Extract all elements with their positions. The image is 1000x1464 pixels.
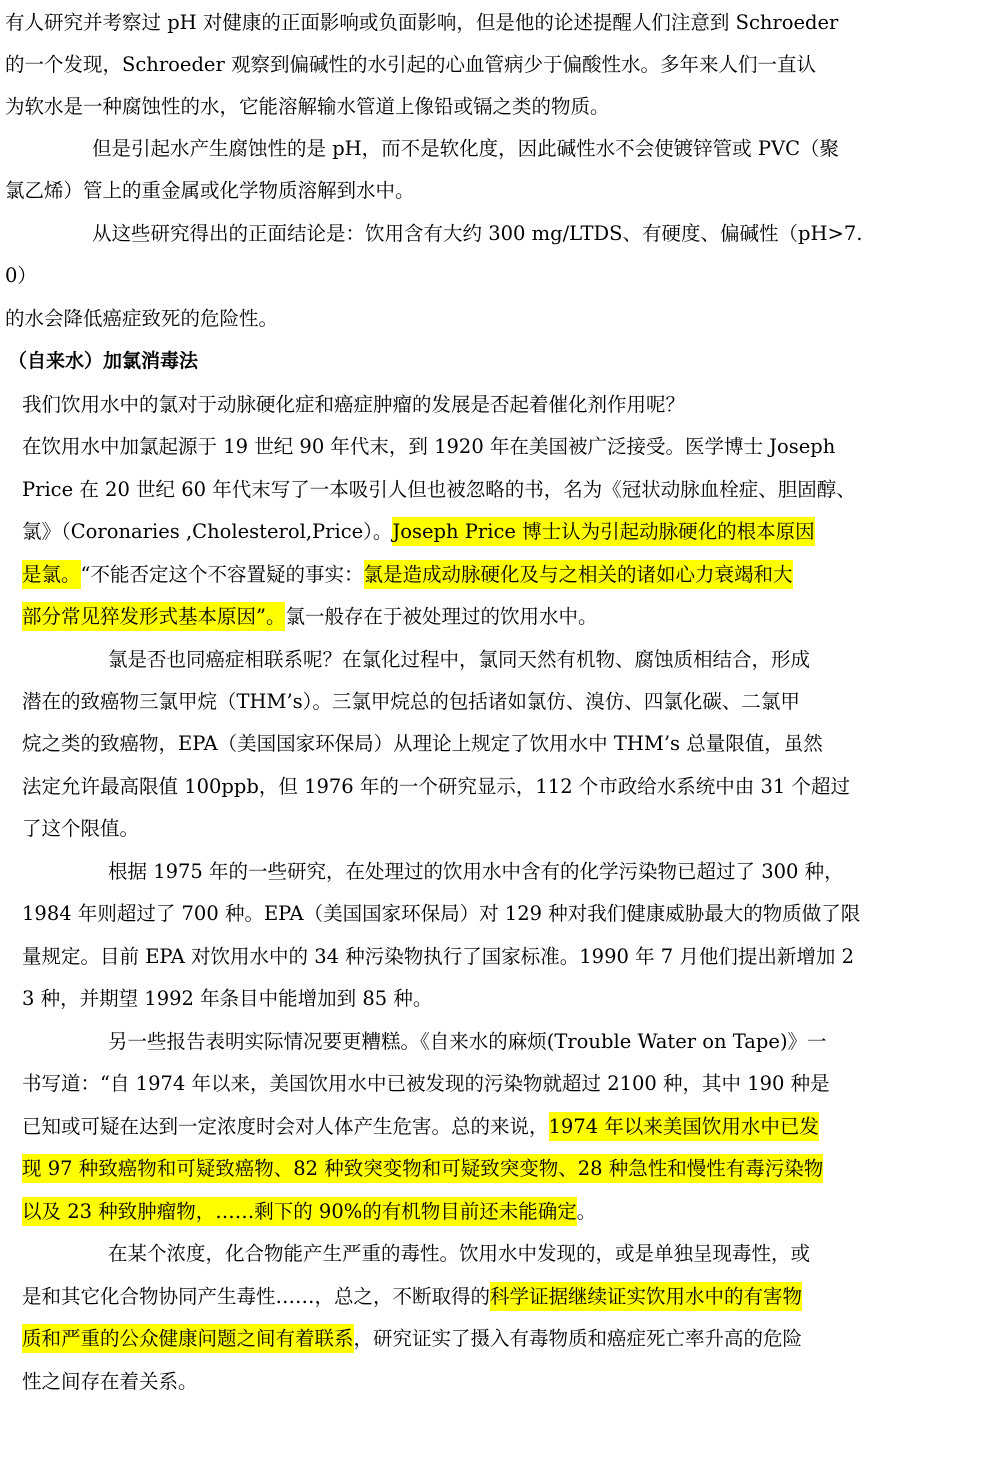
text-line	[22, 899, 860, 929]
text-line	[108, 645, 810, 675]
text-line	[22, 984, 432, 1014]
highlighted-text: 部分常见猝发形式基本原因”。	[22, 602, 285, 631]
text-line	[22, 1154, 823, 1184]
text-segment: 。	[576, 1200, 597, 1223]
highlighted-text: 是氯。	[22, 560, 81, 589]
text-segment: 在某个浓度，化合物能产生严重的毒性。饮用水中发现的，或是单独呈现毒性，或	[108, 1242, 811, 1265]
text-segment: 氯乙烯）管上的重金属或化学物质溶解到水中。	[5, 179, 415, 202]
text-segment: Price 在 20 世纪 60 年代末写了一本吸引人但也被忽略的书，名为《冠状动脉血栓症、胆固醇、	[22, 478, 856, 501]
highlighted-text: 科学证据继续证实饮用水中的有害物	[490, 1282, 802, 1311]
text-line	[5, 50, 816, 80]
highlighted-text: 氯是造成动脉硬化及与之相关的诸如心力衰竭和大	[364, 560, 793, 589]
text-segment: 为软水是一种腐蚀性的水，它能溶解输水管道上像铅或镉之类的物质。	[5, 95, 610, 118]
text-segment: （自来水）加氯消毒法	[8, 350, 199, 372]
text-segment: 有人研究并考察过 pH 对健康的正面影响或负面影响，但是他的论述提醒人们注意到 Schroeder	[5, 11, 839, 34]
text-line	[22, 814, 139, 844]
text-line	[22, 432, 835, 462]
text-line	[92, 219, 862, 249]
text-line	[108, 1239, 810, 1269]
text-segment: 性之间存在着关系。	[22, 1370, 198, 1393]
text-line	[22, 475, 856, 505]
highlighted-text: 现 97 种致癌物和可疑致癌物、82 种致突变物和可疑致突变物、28 种急性和慢性有毒污染物	[22, 1154, 823, 1183]
text-segment: 烷之类的致癌物，EPA（美国国家环保局）从理论上规定了饮用水中 THM’s 总量限值，虽然	[22, 732, 823, 755]
highlighted-text: 1974 年以来美国饮用水中已发	[549, 1112, 819, 1141]
text-line	[22, 1112, 819, 1142]
text-line	[5, 261, 37, 291]
text-line	[5, 92, 610, 122]
text-segment: 的一个发现，Schroeder 观察到偏碱性的水引起的心血管病少于偏酸性水。多年来人们一直认	[5, 53, 816, 76]
text-segment: 的水会降低癌症致死的危险性。	[5, 307, 279, 330]
text-segment: 另一些报告表明实际情况要更糟糕。《自来水的麻烦(Trouble Water on Tape)》一	[108, 1030, 827, 1053]
highlighted-text: Joseph Price 博士认为引起动脉硬化的根本原因	[392, 517, 814, 546]
text-segment: 潜在的致癌物三氯甲烷（THM’s）。三氯甲烷总的包括诸如氯仿、溴仿、四氯化碳、二氯甲	[22, 690, 800, 713]
text-segment: ，研究证实了摄入有毒物质和癌症死亡率升高的危险	[353, 1327, 803, 1350]
text-line	[22, 1069, 830, 1099]
text-segment: 已知或可疑在达到一定浓度时会对人体产生危害。总的来说，	[22, 1115, 549, 1138]
text-segment: 量规定。目前 EPA 对饮用水中的 34 种污染物执行了国家标准。1990 年 7 月他们提出新增加 2	[22, 945, 854, 968]
text-segment: 但是引起水产生腐蚀性的是 pH，而不是软化度，因此碱性水不会使镀锌管或 PVC（聚	[92, 137, 840, 160]
section-heading	[8, 346, 198, 376]
text-line	[22, 942, 854, 972]
text-segment: 根据 1975 年的一些研究，在处理过的饮用水中含有的化学污染物已超过了 300 种，	[108, 860, 844, 883]
text-segment: 氯是否也同癌症相联系呢？在氯化过程中，氯同天然有机物、腐蚀质相结合，形成	[108, 648, 811, 671]
text-segment: 书写道：“自 1974 年以来，美国饮用水中已被发现的污染物就超过 2100 种，其中 190 种是	[22, 1072, 830, 1095]
text-line	[5, 304, 278, 334]
text-line	[22, 1282, 802, 1312]
text-line	[22, 390, 685, 420]
text-line	[22, 1367, 198, 1397]
text-line	[22, 772, 850, 802]
text-line	[22, 729, 823, 759]
highlighted-text: 质和严重的公众健康问题之间有着联系	[22, 1324, 354, 1353]
text-line	[22, 560, 793, 590]
text-segment: 是和其它化合物协同产生毒性……，总之，不断取得的	[22, 1285, 491, 1308]
text-line	[22, 1324, 802, 1354]
text-segment: 氯一般存在于被处理过的饮用水中。	[285, 605, 598, 628]
text-line	[22, 517, 815, 547]
text-line	[5, 8, 838, 38]
text-line	[22, 602, 598, 632]
text-segment: 3 种，并期望 1992 年条目中能增加到 85 种。	[22, 987, 433, 1010]
text-line	[108, 1027, 827, 1057]
text-segment: “不能否定这个不容置疑的事实：	[80, 563, 364, 586]
text-segment: 0）	[5, 264, 37, 287]
text-segment: 在饮用水中加氯起源于 19 世纪 90 年代末，到 1920 年在美国被广泛接受。医学博士 Joseph	[22, 435, 836, 458]
text-segment: 我们饮用水中的氯对于动脉硬化症和癌症肿瘤的发展是否起着催化剂作用呢？	[22, 393, 686, 416]
text-line	[22, 687, 800, 717]
text-segment: 法定允许最高限值 100ppb，但 1976 年的一个研究显示，112 个市政给水系统中由 31 个超过	[22, 775, 851, 798]
text-line	[92, 134, 839, 164]
highlighted-text: 以及 23 种致肿瘤物，……剩下的 90%的有机物目前还未能确定	[22, 1197, 577, 1226]
text-segment: 从这些研究得出的正面结论是：饮用含有大约 300 mg/LTDS、有硬度、偏碱性（pH>7.	[92, 222, 863, 245]
text-line	[108, 857, 844, 887]
text-segment: 了这个限值。	[22, 817, 140, 840]
text-segment: 1984 年则超过了 700 种。EPA（美国国家环保局）对 129 种对我们健康威胁最大的物质做了限	[22, 902, 861, 925]
text-segment: 氯》（Coronaries ,Cholesterol,Price）。	[22, 520, 393, 543]
text-line	[22, 1197, 596, 1227]
text-line	[5, 176, 415, 206]
